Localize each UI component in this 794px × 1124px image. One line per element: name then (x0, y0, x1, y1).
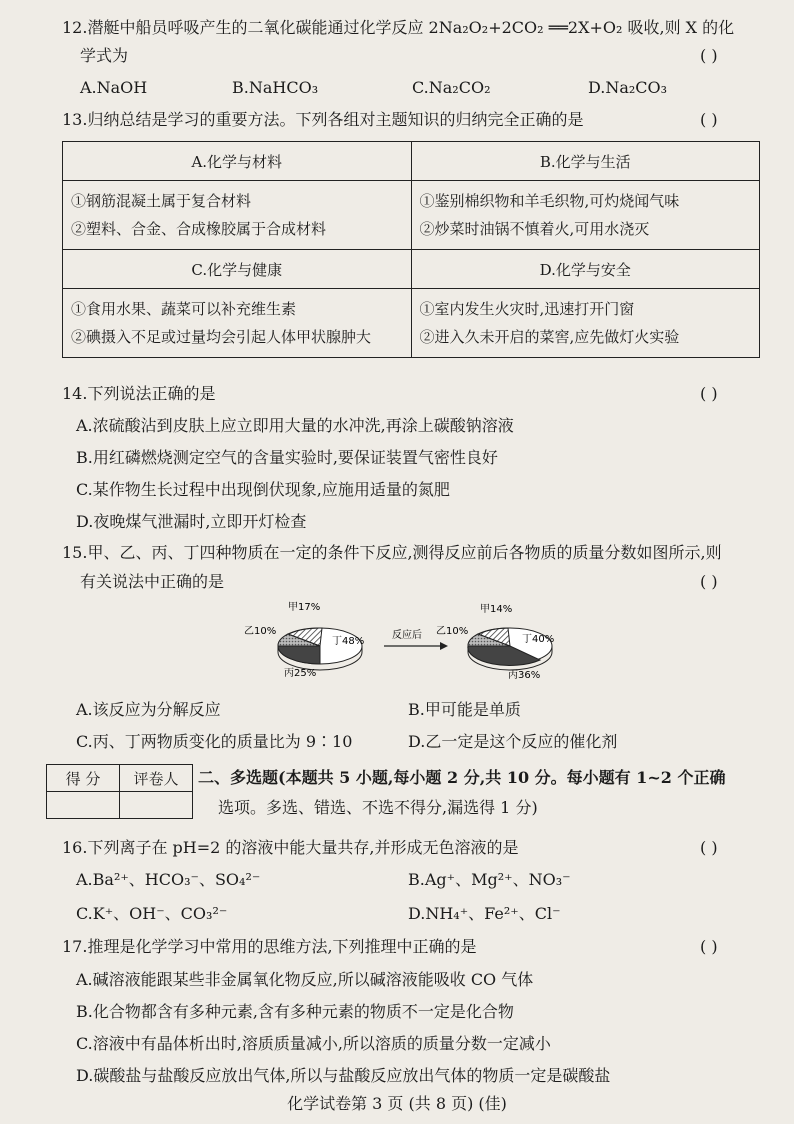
q15-stem-line1: 15.甲、乙、丙、丁四种物质在一定的条件下反应,测得反应前后各物质的质量分数如图所示,则 (62, 543, 722, 562)
q15-option-c: C.丙、丁两物质变化的质量比为 9∶10 (76, 732, 353, 751)
table-head-c: C.化学与健康 (63, 250, 412, 289)
score-blank (47, 792, 120, 819)
table-cell-b (411, 181, 760, 250)
q14-option-a: A.浓硫酸沾到皮肤上应立即用大量的水冲洗,再涂上碳酸钠溶液 (76, 416, 514, 435)
table-head-a: A.化学与材料 (63, 142, 412, 181)
table-head-d: D.化学与安全 (411, 250, 760, 289)
q12-stem-line2: 学式为 (80, 46, 129, 65)
q16-answer-paren: ( ) (700, 838, 718, 857)
table-b-item-1: ①鉴别棉织物和羊毛织物,可灼烧闻气味 (419, 192, 680, 210)
table-d-item-2: ②进入久未开启的菜窖,应先做灯火实验 (419, 328, 680, 346)
q14-answer-paren: ( ) (700, 384, 718, 403)
q15-option-a: A.该反应为分解反应 (76, 700, 221, 719)
q17-option-a: A.碱溶液能跟某些非金属氧化物反应,所以碱溶液能吸收 CO 气体 (76, 970, 534, 989)
q16-option-d: D.NH₄⁺、Fe²⁺、Cl⁻ (408, 904, 561, 923)
q12-option-c: C.Na₂CO₂ (412, 78, 491, 97)
q14-option-b: B.用红磷燃烧测定空气的含量实验时,要保证装置气密性良好 (76, 448, 498, 467)
q12-option-d: D.Na₂CO₃ (588, 78, 668, 97)
label-bing-before: 丙25% (284, 668, 317, 679)
pie-after (436, 603, 554, 681)
q17-option-c: C.溶液中有晶体析出时,溶质质量减小,所以溶质的质量分数一定减小 (76, 1034, 551, 1053)
arrow-label: 反应后 (392, 630, 422, 641)
section2-heading-line1: 二、多选题(本题共 5 小题,每小题 2 分,共 10 分。每小题有 1~2 个正确 (198, 768, 726, 787)
q12-option-a: A.NaOH (80, 78, 148, 97)
q17-option-b: B.化合物都含有多种元素,含有多种元素的物质不一定是化合物 (76, 1002, 514, 1021)
q17-answer-paren: ( ) (700, 937, 718, 956)
q15-option-d: D.乙一定是这个反应的催化剂 (408, 732, 618, 751)
table-c-item-2: ②碘摄入不足或过量均会引起人体甲状腺肿大 (71, 328, 372, 346)
section2-heading-line2: 选项。多选、错选、不选不得分,漏选得 1 分) (218, 798, 538, 817)
q16-option-a: A.Ba²⁺、HCO₃⁻、SO₄²⁻ (76, 870, 261, 889)
q17-option-d: D.碳酸盐与盐酸反应放出气体,所以与盐酸反应放出气体的物质一定是碳酸盐 (76, 1066, 611, 1085)
q14-stem: 14.下列说法正确的是 (62, 384, 216, 403)
score-label: 得 分 (47, 765, 120, 792)
label-bing-after: 丙36% (508, 670, 541, 681)
label-yi-after: 乙10% (436, 626, 469, 637)
q15-stem-line2: 有关说法中正确的是 (80, 572, 225, 591)
table-cell-d (411, 289, 760, 358)
table-head-b: B.化学与生活 (411, 142, 760, 181)
page-footer: 化学试卷第 3 页 (共 8 页) (佳) (287, 1094, 507, 1113)
q14-option-c: C.某作物生长过程中出现倒伏现象,应施用适量的氮肥 (76, 480, 450, 499)
pie-before (244, 601, 364, 679)
q12-stem-line1: 12.潜艇中船员呼吸产生的二氧化碳能通过化学反应 2Na₂O₂+2CO₂ ══2X+O₂ 吸收,则 X 的化 (62, 18, 735, 37)
label-ding-after: 丁40% (522, 634, 555, 645)
table-cell-a (63, 181, 412, 250)
q16-stem: 16.下列离子在 pH=2 的溶液中能大量共存,并形成无色溶液的是 (62, 838, 519, 857)
q13-summary-table (62, 141, 760, 358)
grader-blank (120, 792, 193, 819)
grader-label: 评卷人 (120, 765, 193, 792)
table-a-item-1: ①钢筋混凝土属于复合材料 (71, 192, 252, 210)
q17-stem: 17.推理是化学学习中常用的思维方法,下列推理中正确的是 (62, 937, 477, 956)
label-ding-before: 丁48% (332, 636, 365, 647)
q15-option-b: B.甲可能是单质 (408, 700, 521, 719)
label-yi-before: 乙10% (244, 626, 277, 637)
q13-answer-paren: ( ) (700, 110, 718, 129)
table-a-item-2: ②塑料、合金、合成橡胶属于合成材料 (71, 220, 327, 238)
q12-answer-paren: ( ) (700, 46, 718, 65)
table-c-item-1: ①食用水果、蔬菜可以补充维生素 (71, 300, 297, 318)
table-d-item-1: ①室内发生火灾时,迅速打开门窗 (419, 300, 635, 318)
q14-option-d: D.夜晚煤气泄漏时,立即开灯检查 (76, 512, 307, 531)
label-jia-after: 甲14% (480, 604, 513, 615)
q16-option-b: B.Ag⁺、Mg²⁺、NO₃⁻ (408, 870, 571, 889)
table-cell-c (63, 289, 412, 358)
table-b-item-2: ②炒菜时油锅不慎着火,可用水浇灭 (419, 220, 650, 238)
q15-answer-paren: ( ) (700, 572, 718, 591)
q15-pie-figure (240, 598, 580, 688)
q16-option-c: C.K⁺、OH⁻、CO₃²⁻ (76, 904, 228, 923)
label-jia-before: 甲17% (288, 602, 321, 613)
score-box (46, 764, 193, 819)
q12-option-b: B.NaHCO₃ (232, 78, 319, 97)
q13-stem: 13.归纳总结是学习的重要方法。下列各组对主题知识的归纳完全正确的是 (62, 110, 584, 129)
